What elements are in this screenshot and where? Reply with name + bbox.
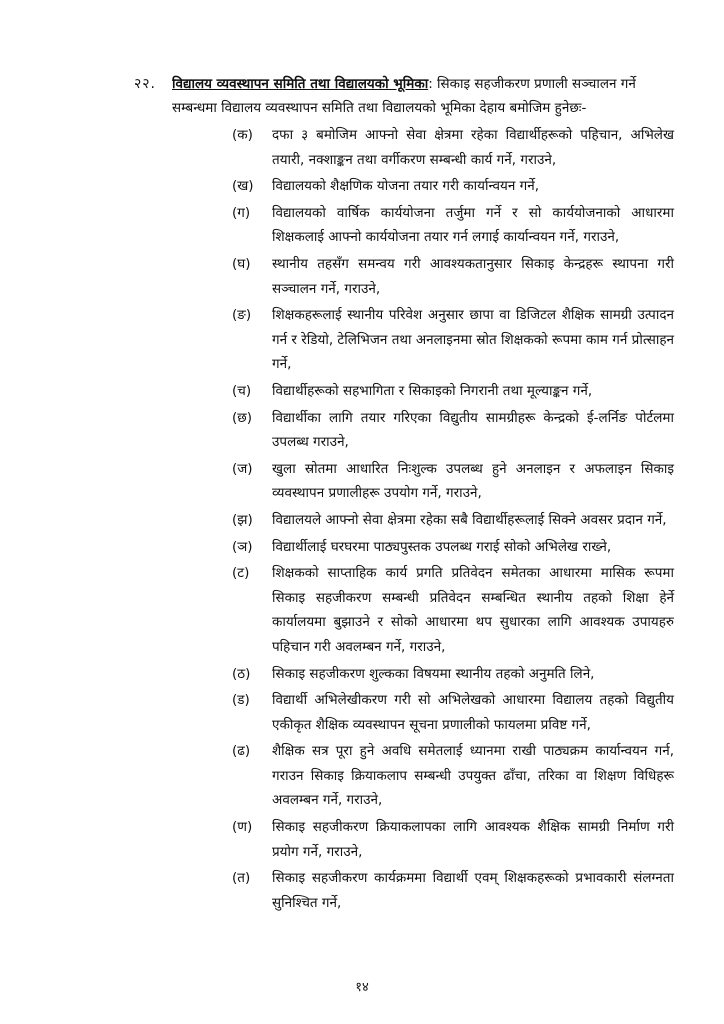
clause-item xyxy=(232,662,674,687)
clause-text: दफा ३ बमोजिम आफ्नो सेवा क्षेत्रमा रहेका विद्यार्थीहरूको पहिचान, अभिलेख तयारी, नक्शाङ्कन तथा वर्गीकरण सम्बन्धी कार्य गर्ने, गराउने, xyxy=(272,127,674,168)
clause-text: स्थानीय तहसँग समन्वय गरी आवश्यकतानुसार सिकाइ केन्द्रहरू स्थापना गरी सञ्चालन गर्ने, गराउने, xyxy=(272,256,674,297)
clause-marker: (ठ) xyxy=(232,665,251,682)
clause-text: सिकाइ सहजीकरण शुल्कका विषयमा स्थानीय तहको अनुमति लिने, xyxy=(272,665,595,682)
clause-text: विद्यार्थीहरूको सहभागिता र सिकाइको निगरानी तथा मूल्याङ्कन गर्ने, xyxy=(272,382,593,399)
section-number: २२. xyxy=(134,76,157,92)
section-heading-line xyxy=(172,72,654,96)
clause-item xyxy=(232,252,674,301)
clause-item xyxy=(232,815,674,864)
clause-item xyxy=(232,739,674,813)
clause-marker: (ड) xyxy=(232,692,250,709)
clause-text: विद्यार्थीलाई घरघरमा पाठ्यपुस्तक उपलब्ध गराई सोको अभिलेख राख्ने, xyxy=(272,538,612,555)
clause-marker: (च) xyxy=(232,382,252,399)
clause-marker: (त) xyxy=(232,870,251,887)
section-intro-rest: : सिकाइ सहजीकरण प्रणाली सञ्चालन गर्ने xyxy=(428,76,636,92)
clause-marker: (घ) xyxy=(232,256,251,273)
clause-item xyxy=(232,123,674,172)
clause-text: विद्यालयको शैक्षणिक योजना तयार गरी कार्यान्वयन गर्ने, xyxy=(272,178,540,195)
clause-text: शिक्षकहरूलाई स्थानीय परिवेश अनुसार छापा वा डिजिटल शैक्षिक सामग्री उत्पादन गर्न र रेडियो, टेलिभिजन तथा अनलाइनमा स्रोत शिक्षकको रूपमा काम गर्न प्रोत्साहन गर्ने, xyxy=(272,307,674,373)
clause-text: विद्यार्थी अभिलेखीकरण गरी सो अभिलेखको आधारमा विद्यालय तहको विद्युतीय एकीकृत शैक्षिक व्यवस्थापन सूचना प्रणालीको फायलमा प्रविष्ट गर्ने, xyxy=(272,692,674,733)
clause-item xyxy=(232,866,674,915)
clause-marker: (ढ) xyxy=(232,743,251,760)
clause-text: शैक्षिक सत्र पूरा हुने अवधि समेतलाई ध्यानमा राखी पाठ्यक्रम कार्यान्वयन गर्न, गराउन सिकाइ क्रियाकलाप सम्बन्धी उपयुक्त ढाँचा, तरिका वा शिक्षण विधिहरू अवलम्बन गर्ने, गराउने, xyxy=(272,743,674,809)
section-intro-line: सम्बन्धमा विद्यालय व्यवस्थापन समिति तथा विद्यालयको भूमिका देहाय बमोजिम हुनेछः- xyxy=(172,100,587,116)
clause-marker: (ज) xyxy=(232,460,253,477)
clause-item xyxy=(232,201,674,250)
clause-text: सिकाइ सहजीकरण क्रियाकलापका लागि आवश्यक शैक्षिक सामग्री निर्माण गरी प्रयोग गर्ने, गराउने, xyxy=(272,819,674,860)
clause-item xyxy=(232,379,674,404)
clause-item xyxy=(232,535,674,560)
clause-marker: (ग) xyxy=(232,204,251,221)
clause-text: खुला स्रोतमा आधारित निःशुल्क उपलब्ध हुने अनलाइन र अफलाइन सिकाइ व्यवस्थापन प्रणालीहरू उपयोग गर्ने, गराउने, xyxy=(272,460,674,502)
clause-marker: (छ) xyxy=(232,409,252,426)
clause-item xyxy=(232,174,674,199)
clause-marker: (ट) xyxy=(232,565,250,582)
clause-marker: (ञ) xyxy=(232,538,253,555)
clause-text: विद्यालयले आफ्नो सेवा क्षेत्रमा रहेका सबै विद्यार्थीहरूलाई सिक्ने अवसर प्रदान गर्ने, xyxy=(272,512,667,528)
section-title: विद्यालय व्यवस्थापन समिति तथा विद्यालयको भूमिका xyxy=(172,76,429,92)
clause-item xyxy=(232,406,674,455)
clause-list xyxy=(232,123,674,918)
clause-marker: (झ) xyxy=(232,512,253,528)
clause-item xyxy=(232,688,674,737)
clause-text: सिकाइ सहजीकरण कार्यक्रममा विद्यार्थी एवम् शिक्षकहरूको प्रभावकारी संलग्नता सुनिश्चित गर्ने, xyxy=(272,870,674,911)
clause-marker: (ण) xyxy=(232,819,253,836)
clause-marker: (क) xyxy=(232,127,253,143)
clause-item xyxy=(232,561,674,659)
clause-text: शिक्षकको साप्ताहिक कार्य प्रगति प्रतिवेदन समेतका आधारमा मासिक रूपमा सिकाइ सहजीकरण सम्बन्धी प्रतिवेदन सम्बन्धित स्थानीय तहको शिक्षा हेर्ने कार्यालयमा बुझाउने र सोको आधारमा थप सुधारका लागि आवश्यक उपायहरु पहिचान गरी अवलम्बन गर्ने, गराउने, xyxy=(272,565,674,655)
clause-text: विद्यालयको वार्षिक कार्ययोजना तर्जुमा गर्ने र सो कार्ययोजनाको आधारमा शिक्षकलाई आफ्नो कार्ययोजना तयार गर्न लगाई कार्यान्वयन गर्ने, गराउने, xyxy=(272,204,674,246)
clause-item xyxy=(232,457,674,506)
page-number: १४ xyxy=(355,980,369,995)
clause-item xyxy=(232,303,674,377)
clause-item xyxy=(232,508,674,533)
clause-text: विद्यार्थीका लागि तयार गरिएका विद्युतीय सामग्रीहरू केन्द्रको ई-लर्निङ पोर्टलमा उपलब्ध गराउने, xyxy=(272,409,674,451)
clause-marker: (ङ) xyxy=(232,307,252,324)
clause-marker: (ख) xyxy=(232,178,254,195)
